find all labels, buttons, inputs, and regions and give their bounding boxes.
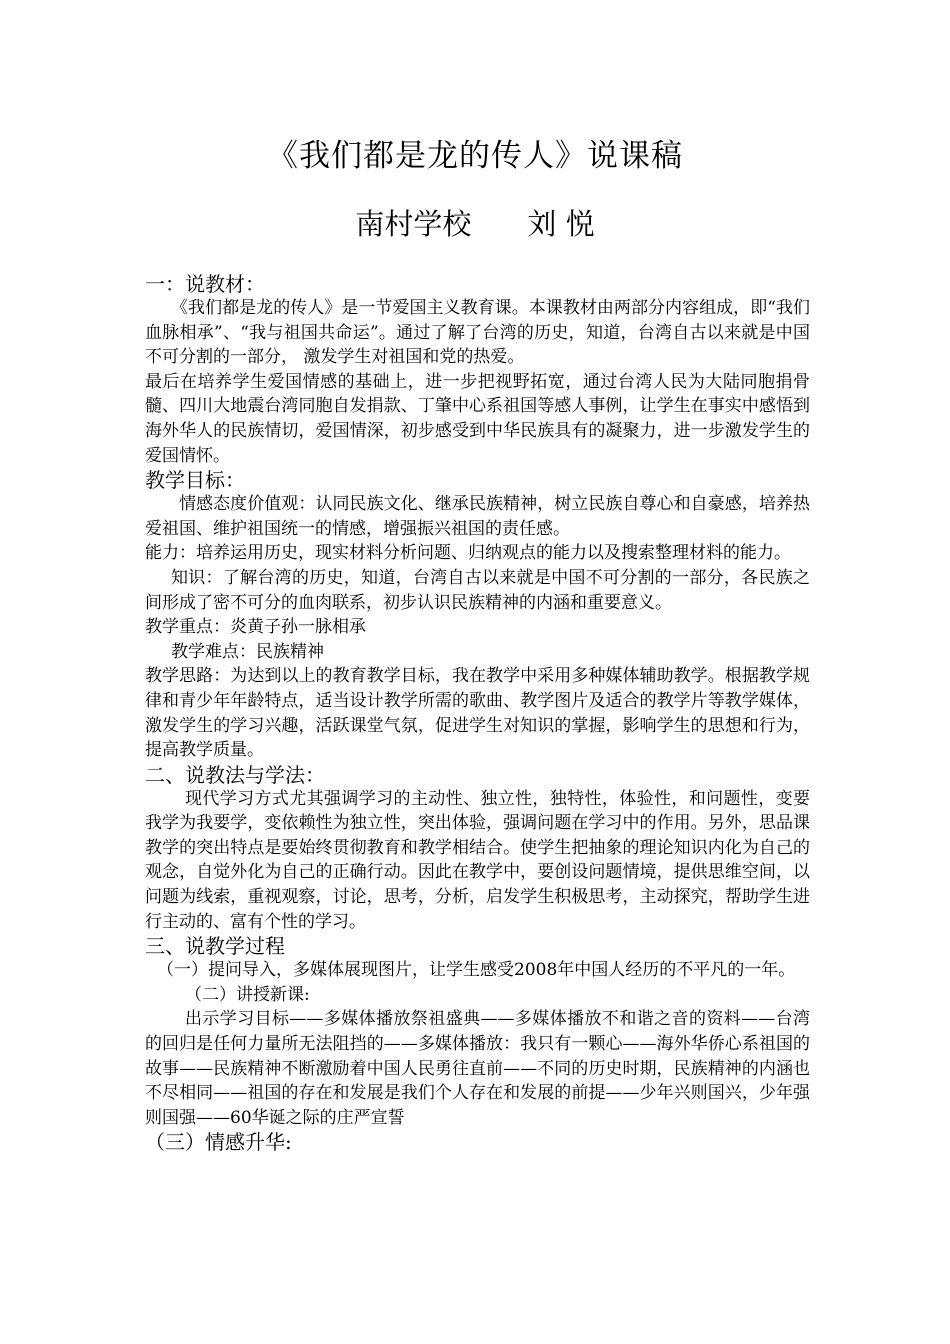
key-point: 教学重点：炎黄子孙一脉相承 [145, 617, 366, 638]
school-name: 南村学校 [355, 207, 472, 241]
paragraph: 现代学习方式尤其强调学习的主动性、独立性，独特性，体验性，和问题性，变要我学为我要学，变依赖性为独立性，突出体验，强调问题在学习中的作用。另外，思品课教学的突出特点是要始终贯彻教育和教学相结合。使学生把抽象的理论知识内化为自己的观念，自觉外化为自己的正确行动。因此在教学中，要创设问题情境，提供思维空间，以问题为线索，重视观察，讨论，思考，分析，启发学生积极思考，主动探究，帮助学生进行主动的、富有个性的学习。 [145, 788, 810, 932]
document-title: 《我们都是龙的传人》说课稿 [267, 138, 683, 174]
section-heading-goals: 教学目标： [145, 468, 245, 493]
paragraph: 教学思路：为达到以上的教育教学目标，我在教学中采用多种媒体辅助教学。根据教学规律和青少年年龄特点，适当设计教学所需的歌曲、教学图片及适合的教学片等教学媒体，激发学生的学习兴趣，活跃课堂气氛，促进学生对知识的掌握，影响学生的思想和行为，提高教学质量。 [145, 666, 810, 761]
document-body [145, 272, 810, 1154]
paragraph: 知识：了解台湾的历史，知道，台湾自古以来就是中国不可分割的一部分，各民族之间形成了密不可分的血肉联系，初步认识民族精神的内涵和重要意义。 [145, 567, 810, 613]
section-heading-teaching-material: 一：说教材： [145, 272, 265, 296]
subheading-new-lesson: （二）讲授新课: [185, 984, 310, 1005]
paragraph: （一）提问导入，多媒体展现图片，让学生感受2008年中国人经历的不平凡的一年。 [157, 960, 796, 981]
author-name: 刘 悦 [527, 207, 595, 241]
paragraph: 能力：培养运用历史，现实材料分析问题、归纳观点的能力以及搜索整理材料的能力。 [145, 543, 791, 564]
paragraph: 最后在培养学生爱国情感的基础上，进一步把视野拓宽，通过台湾人民为大陆同胞捐骨髓、四川大地震台湾同胞自发捐款、丁肇中心系祖国等感人事例，让学生在事实中感悟到海外华人的民族情切，爱国情深，初步感受到中华民族具有的凝聚力，进一步激发学生的爱国情怀。 [145, 371, 810, 466]
paragraph: 《我们都是龙的传人》是一节爱国主义教育课。本课教材由两部分内容组成，即“我们血脉相承”、“我与祖国共命运”。通过了解了台湾的历史，知道，台湾自古以来就是中国不可分割的一部分， 激发学生对祖国和党的热爱。 [145, 298, 810, 368]
difficult-point: 教学难点：民族精神 [171, 641, 324, 662]
subheading-emotion: （三）情感升华: [145, 1130, 292, 1155]
paragraph: 出示学习目标——多媒体播放祭祖盛典——多媒体播放不和谐之音的资料——台湾的回归是任何力量所无法阻挡的——多媒体播放：我只有一颗心——海外华侨心系祖国的故事——民族精神不断激励着中国人民勇往直前——不同的历史时期，民族精神的内涵也不尽相同——祖国的存在和发展是我们个人存在和发展的前提——少年兴则国兴，少年强则国强——60华诞之际的庄严宣誓 [145, 1009, 810, 1128]
paragraph: 情感态度价值观：认同民族文化、继承民族精神，树立民族自尊心和自豪感，培养热爱祖国、维护祖国统一的情感，增强振兴祖国的责任感。 [145, 494, 810, 539]
section-heading-process: 三、说教学过程 [145, 934, 285, 959]
byline [0, 202, 950, 243]
section-heading-methods: 二、说教法与学法： [145, 762, 325, 787]
